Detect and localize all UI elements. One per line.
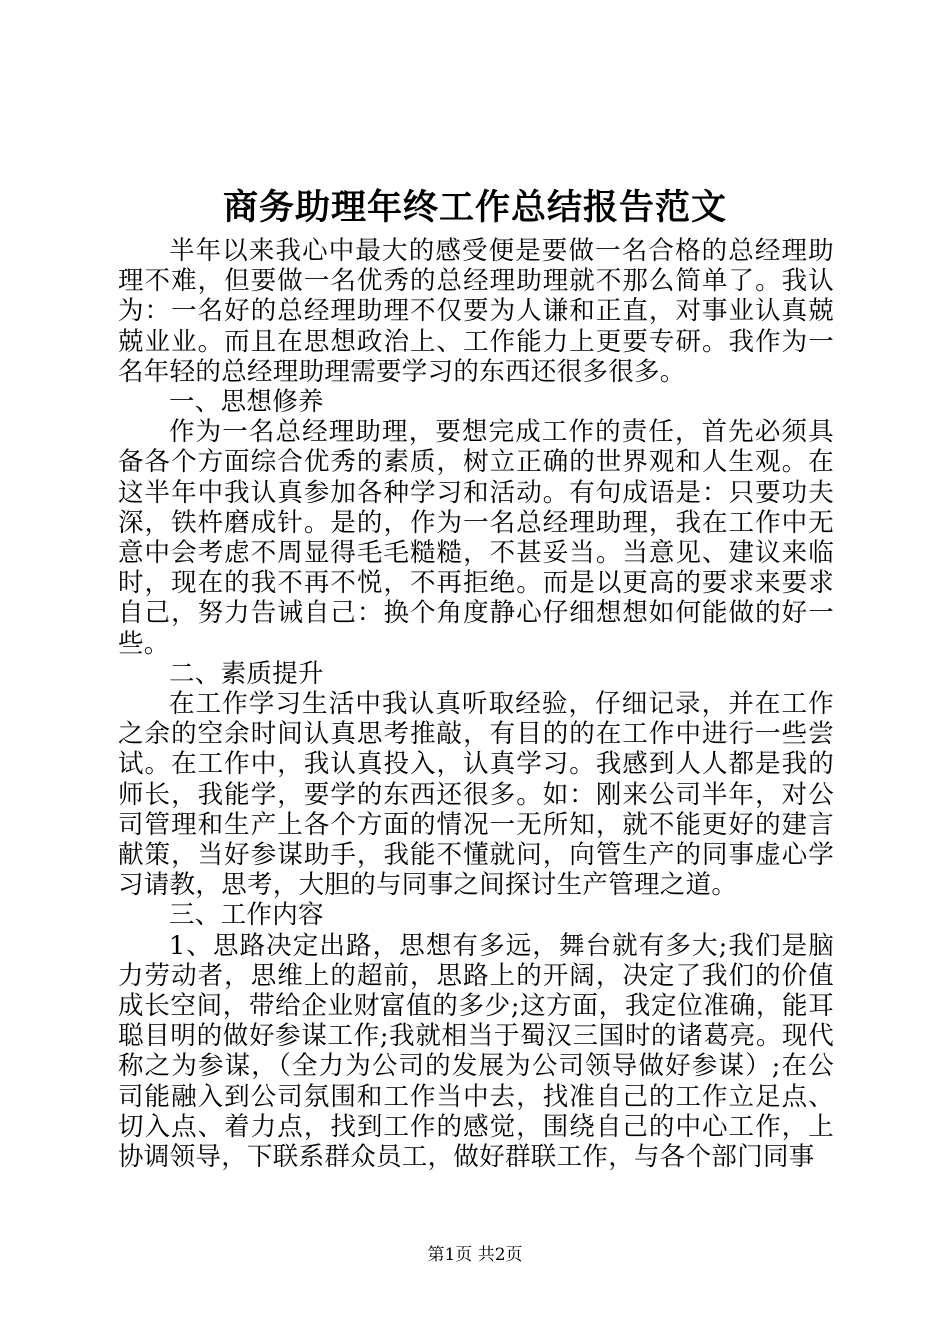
- paragraph-quality: 在工作学习生活中我认真听取经验，仔细记录，并在工作之余的空余时间认真思考推敲，有目的的在工作中进行一些尝试。在工作中，我认真投入，认真学习。我感到人人都是我的师长，我能学，要学的东西还很多。如：刚来公司半年，对公司管理和生产上各个方面的情况一无所知，就不能更好的建言献策，当好参谋助手，我能不懂就问，向管生产的同事虚心学习请教，思考，大胆的与同事之间探讨生产管理之道。: [118, 689, 834, 901]
- section-heading-thought: 一、思想修养: [169, 387, 324, 418]
- section-heading-quality: 二、素质提升: [169, 658, 324, 689]
- paragraph-thought: 作为一名总经理助理，要想完成工作的责任，首先必须具备各个方面综合优秀的素质，树立正确的世界观和人生观。在这半年中我认真参加各种学习和活动。有句成语是：只要功夫深，铁杵磨成针。是的，作为一名总经理助理，我在工作中无意中会考虑不周显得毛毛糙糙，不甚妥当。当意见、建议来临时，现在的我不再不悦，不再拒绝。而是以更高的要求来要求自己，努力告诫自己：换个角度静心仔细想想如何能做的好一些。: [118, 417, 834, 659]
- document-body: [118, 236, 834, 1172]
- document-title: 商务助理年终工作总结报告范文: [222, 187, 727, 228]
- section-heading-work: 三、工作内容: [169, 900, 324, 931]
- paragraph-work: 1、思路决定出路，思想有多远，舞台就有多大;我们是脑力劳动者，思维上的超前，思路上的开阔，决定了我们的价值成长空间，带给企业财富值的多少;这方面，我定位准确，能耳聪目明的做好参谋工作;我就相当于蜀汉三国时的诸葛亮。现代称之为参谋，（全力为公司的发展为公司领导做好参谋）;在公司能融入到公司氛围和工作当中去，找准自己的工作立足点、切入点、着力点，找到工作的感觉，围绕自己的中心工作，上协调领导，下联系群众员工，做好群联工作，与各个部门同事: [118, 930, 834, 1173]
- intro-paragraph: 半年以来我心中最大的感受便是要做一名合格的总经理助理不难，但要做一名优秀的总经理助理就不那么简单了。我认为：一名好的总经理助理不仅要为人谦和正直，对事业认真兢兢业业。而且在思想政治上、工作能力上更要专研。我作为一名年轻的总经理助理需要学习的东西还很多很多。: [118, 236, 834, 387]
- page-footer: 第1页 共2页: [427, 1245, 523, 1265]
